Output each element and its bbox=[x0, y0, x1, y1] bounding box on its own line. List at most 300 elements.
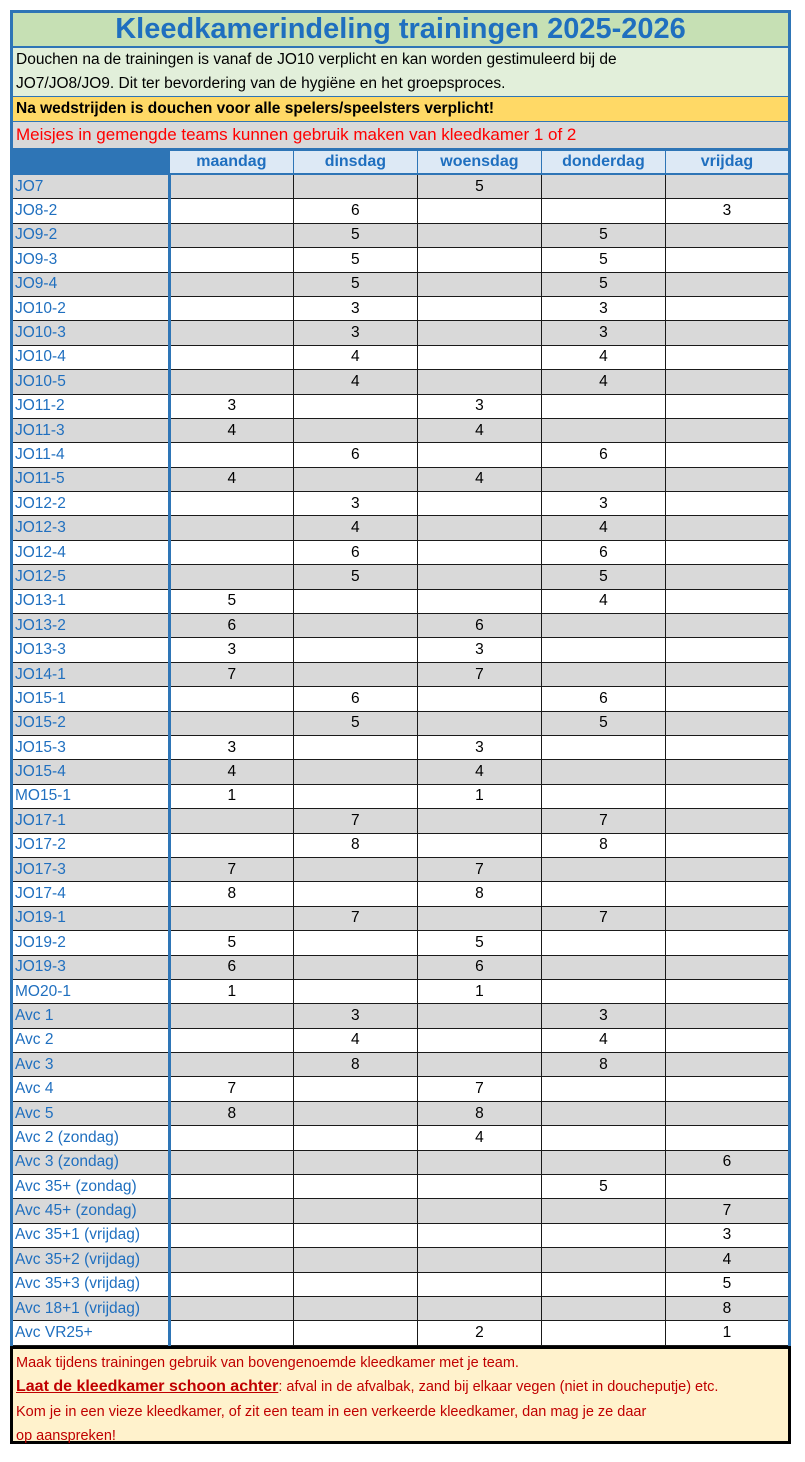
room-cell bbox=[417, 1150, 541, 1174]
room-cell: 3 bbox=[169, 638, 293, 662]
team-name-cell: JO17-1 bbox=[12, 809, 170, 833]
room-cell bbox=[665, 1004, 789, 1028]
room-cell: 6 bbox=[665, 1150, 789, 1174]
header-day-monday: maandag bbox=[169, 150, 293, 175]
room-cell bbox=[417, 1272, 541, 1296]
room-cell bbox=[169, 174, 293, 199]
room-cell bbox=[417, 272, 541, 296]
room-cell: 4 bbox=[417, 1126, 541, 1150]
room-cell bbox=[665, 784, 789, 808]
team-name-cell: JO13-1 bbox=[12, 589, 170, 613]
team-name-cell: Avc 2 bbox=[12, 1028, 170, 1052]
header-day-friday: vrijdag bbox=[665, 150, 789, 175]
room-cell: 5 bbox=[293, 223, 417, 247]
room-cell bbox=[417, 589, 541, 613]
room-cell bbox=[665, 565, 789, 589]
team-name-cell: JO15-4 bbox=[12, 760, 170, 784]
footer-clean-detail: : afval in de afvalbak, zand bij elkaar vegen (niet in doucheputje) etc. bbox=[278, 1379, 719, 1396]
room-cell: 7 bbox=[293, 809, 417, 833]
room-cell bbox=[665, 296, 789, 320]
room-cell bbox=[665, 540, 789, 564]
room-cell bbox=[293, 760, 417, 784]
room-cell bbox=[169, 1296, 293, 1320]
room-cell: 3 bbox=[665, 199, 789, 223]
room-cell bbox=[665, 223, 789, 247]
room-cell: 5 bbox=[541, 248, 665, 272]
room-cell: 6 bbox=[169, 955, 293, 979]
table-row bbox=[12, 540, 790, 564]
table-row bbox=[12, 1175, 790, 1199]
room-cell: 6 bbox=[541, 443, 665, 467]
room-cell bbox=[293, 931, 417, 955]
room-cell: 7 bbox=[169, 1077, 293, 1101]
room-cell bbox=[665, 882, 789, 906]
table-row bbox=[12, 1126, 790, 1150]
table-row bbox=[12, 760, 790, 784]
room-cell bbox=[169, 1028, 293, 1052]
team-name-cell: Avc 3 (zondag) bbox=[12, 1150, 170, 1174]
room-cell bbox=[665, 174, 789, 199]
room-cell bbox=[417, 1248, 541, 1272]
room-cell: 8 bbox=[417, 1101, 541, 1125]
room-cell: 5 bbox=[293, 711, 417, 735]
shower-info-line-1: Douchen na de trainingen is vanaf de JO10 verplicht en kan worden gestimuleerd bij de bbox=[16, 51, 617, 68]
team-name-cell: Avc 35+3 (vrijdag) bbox=[12, 1272, 170, 1296]
room-cell bbox=[417, 516, 541, 540]
table-row bbox=[12, 784, 790, 808]
room-cell bbox=[293, 784, 417, 808]
team-name-cell: JO17-4 bbox=[12, 882, 170, 906]
room-cell bbox=[665, 1101, 789, 1125]
team-name-cell: Avc 3 bbox=[12, 1053, 170, 1077]
room-cell bbox=[541, 1101, 665, 1125]
team-name-cell: JO19-1 bbox=[12, 906, 170, 930]
table-row bbox=[12, 1053, 790, 1077]
room-cell: 4 bbox=[541, 1028, 665, 1052]
room-cell: 3 bbox=[417, 735, 541, 759]
room-cell: 4 bbox=[169, 760, 293, 784]
room-cell bbox=[665, 1077, 789, 1101]
girls-note: Meisjes in gemengde teams kunnen gebruik maken van kleedkamer 1 of 2 bbox=[10, 121, 791, 148]
room-cell bbox=[169, 1004, 293, 1028]
room-cell: 5 bbox=[665, 1272, 789, 1296]
room-cell bbox=[541, 955, 665, 979]
room-cell: 6 bbox=[293, 443, 417, 467]
footer-line-3: Kom je in een vieze kleedkamer, of zit een team in een verkeerde kleedkamer, dan mag je ze daar bbox=[16, 1403, 647, 1420]
room-cell bbox=[541, 418, 665, 442]
room-cell bbox=[169, 1175, 293, 1199]
team-name-cell: JO12-5 bbox=[12, 565, 170, 589]
room-cell bbox=[541, 1272, 665, 1296]
room-cell bbox=[293, 1223, 417, 1247]
room-cell bbox=[417, 1028, 541, 1052]
room-cell bbox=[665, 979, 789, 1003]
room-cell: 5 bbox=[169, 931, 293, 955]
room-cell bbox=[665, 589, 789, 613]
room-cell bbox=[293, 1321, 417, 1345]
room-cell: 4 bbox=[169, 467, 293, 491]
room-cell bbox=[417, 833, 541, 857]
room-cell bbox=[417, 321, 541, 345]
table-row bbox=[12, 467, 790, 491]
room-cell bbox=[169, 565, 293, 589]
room-cell bbox=[665, 662, 789, 686]
team-name-cell: JO7 bbox=[12, 174, 170, 199]
room-cell bbox=[169, 833, 293, 857]
room-cell: 4 bbox=[417, 760, 541, 784]
footer-notes bbox=[10, 1346, 791, 1444]
room-cell bbox=[665, 443, 789, 467]
room-cell: 1 bbox=[169, 784, 293, 808]
room-cell bbox=[665, 418, 789, 442]
dressing-room-table bbox=[10, 148, 791, 1346]
room-cell bbox=[169, 516, 293, 540]
room-cell: 4 bbox=[293, 516, 417, 540]
room-cell bbox=[293, 589, 417, 613]
team-name-cell: JO9-2 bbox=[12, 223, 170, 247]
team-name-cell: JO12-3 bbox=[12, 516, 170, 540]
room-cell: 4 bbox=[665, 1248, 789, 1272]
room-cell bbox=[417, 809, 541, 833]
room-cell bbox=[293, 1248, 417, 1272]
room-cell: 7 bbox=[417, 662, 541, 686]
team-name-cell: JO10-3 bbox=[12, 321, 170, 345]
shower-info bbox=[10, 46, 791, 96]
room-cell bbox=[293, 1150, 417, 1174]
room-cell bbox=[417, 370, 541, 394]
room-cell bbox=[417, 199, 541, 223]
room-cell: 7 bbox=[417, 857, 541, 881]
team-name-cell: Avc 35+1 (vrijdag) bbox=[12, 1223, 170, 1247]
room-cell bbox=[417, 1053, 541, 1077]
footer-line-4: op aanspreken! bbox=[16, 1428, 116, 1445]
table-row bbox=[12, 857, 790, 881]
room-cell bbox=[169, 1272, 293, 1296]
room-cell: 7 bbox=[293, 906, 417, 930]
room-cell: 8 bbox=[541, 1053, 665, 1077]
room-cell bbox=[665, 931, 789, 955]
team-name-cell: JO14-1 bbox=[12, 662, 170, 686]
room-cell bbox=[541, 662, 665, 686]
room-cell bbox=[541, 1077, 665, 1101]
room-cell bbox=[293, 1272, 417, 1296]
room-cell: 5 bbox=[541, 565, 665, 589]
room-cell bbox=[665, 614, 789, 638]
room-cell bbox=[541, 394, 665, 418]
room-cell bbox=[541, 979, 665, 1003]
room-cell: 7 bbox=[169, 662, 293, 686]
room-cell bbox=[417, 1199, 541, 1223]
table-row bbox=[12, 1004, 790, 1028]
table-row bbox=[12, 1150, 790, 1174]
room-cell bbox=[665, 1175, 789, 1199]
room-cell bbox=[541, 174, 665, 199]
room-cell bbox=[293, 614, 417, 638]
room-cell bbox=[169, 223, 293, 247]
room-cell bbox=[665, 492, 789, 516]
table-row bbox=[12, 955, 790, 979]
header-corner bbox=[12, 150, 170, 175]
team-name-cell: JO8-2 bbox=[12, 199, 170, 223]
room-cell bbox=[541, 1126, 665, 1150]
table-row bbox=[12, 833, 790, 857]
room-cell bbox=[293, 467, 417, 491]
page-title: Kleedkamerindeling trainingen 2025-2026 bbox=[10, 10, 791, 46]
room-cell bbox=[541, 931, 665, 955]
room-cell: 8 bbox=[665, 1296, 789, 1320]
room-cell: 5 bbox=[293, 248, 417, 272]
room-cell bbox=[665, 394, 789, 418]
room-cell: 5 bbox=[541, 1175, 665, 1199]
room-cell: 7 bbox=[169, 857, 293, 881]
room-cell bbox=[665, 735, 789, 759]
team-name-cell: JO11-2 bbox=[12, 394, 170, 418]
room-cell: 3 bbox=[541, 492, 665, 516]
room-cell bbox=[293, 1126, 417, 1150]
room-cell bbox=[169, 540, 293, 564]
team-name-cell: JO15-2 bbox=[12, 711, 170, 735]
table-row bbox=[12, 1321, 790, 1345]
room-cell bbox=[541, 882, 665, 906]
room-cell bbox=[665, 467, 789, 491]
room-cell: 7 bbox=[541, 906, 665, 930]
team-name-cell: Avc 18+1 (vrijdag) bbox=[12, 1296, 170, 1320]
team-name-cell: Avc 45+ (zondag) bbox=[12, 1199, 170, 1223]
room-cell bbox=[417, 687, 541, 711]
room-cell bbox=[293, 1101, 417, 1125]
table-row bbox=[12, 1028, 790, 1052]
room-cell bbox=[665, 760, 789, 784]
room-cell: 3 bbox=[665, 1223, 789, 1247]
room-cell bbox=[665, 1053, 789, 1077]
room-cell: 3 bbox=[169, 735, 293, 759]
room-cell bbox=[169, 443, 293, 467]
table-row bbox=[12, 906, 790, 930]
room-cell: 6 bbox=[169, 614, 293, 638]
room-cell bbox=[169, 711, 293, 735]
room-cell: 5 bbox=[541, 223, 665, 247]
room-cell bbox=[541, 1321, 665, 1345]
room-cell bbox=[665, 687, 789, 711]
table-row bbox=[12, 516, 790, 540]
room-cell bbox=[541, 760, 665, 784]
room-cell bbox=[169, 345, 293, 369]
room-cell: 3 bbox=[169, 394, 293, 418]
room-cell: 3 bbox=[541, 321, 665, 345]
room-cell: 5 bbox=[417, 931, 541, 955]
room-cell bbox=[293, 662, 417, 686]
room-cell: 4 bbox=[417, 467, 541, 491]
table-row bbox=[12, 321, 790, 345]
room-cell: 3 bbox=[417, 394, 541, 418]
room-cell: 4 bbox=[541, 589, 665, 613]
header-day-thursday: donderdag bbox=[541, 150, 665, 175]
team-name-cell: Avc 2 (zondag) bbox=[12, 1126, 170, 1150]
team-name-cell: JO15-1 bbox=[12, 687, 170, 711]
room-cell: 1 bbox=[665, 1321, 789, 1345]
room-cell bbox=[417, 492, 541, 516]
room-cell bbox=[169, 199, 293, 223]
room-cell bbox=[541, 467, 665, 491]
room-cell bbox=[417, 1175, 541, 1199]
room-cell: 5 bbox=[293, 565, 417, 589]
team-name-cell: Avc 5 bbox=[12, 1101, 170, 1125]
team-name-cell: JO11-3 bbox=[12, 418, 170, 442]
room-cell bbox=[541, 1248, 665, 1272]
room-cell bbox=[417, 711, 541, 735]
room-cell bbox=[665, 711, 789, 735]
team-name-cell: JO9-3 bbox=[12, 248, 170, 272]
room-cell: 3 bbox=[293, 492, 417, 516]
team-name-cell: JO19-2 bbox=[12, 931, 170, 955]
room-cell bbox=[417, 1296, 541, 1320]
team-name-cell: JO17-2 bbox=[12, 833, 170, 857]
room-cell bbox=[293, 882, 417, 906]
room-cell: 8 bbox=[169, 882, 293, 906]
table-row bbox=[12, 345, 790, 369]
room-cell bbox=[169, 1150, 293, 1174]
room-cell bbox=[169, 1126, 293, 1150]
room-cell: 1 bbox=[417, 979, 541, 1003]
room-cell bbox=[665, 370, 789, 394]
room-cell bbox=[169, 492, 293, 516]
team-name-cell: JO10-2 bbox=[12, 296, 170, 320]
room-cell: 8 bbox=[293, 833, 417, 857]
room-cell bbox=[293, 955, 417, 979]
team-name-cell: JO13-2 bbox=[12, 614, 170, 638]
team-name-cell: JO11-5 bbox=[12, 467, 170, 491]
team-name-cell: MO20-1 bbox=[12, 979, 170, 1003]
room-cell bbox=[293, 1199, 417, 1223]
table-row bbox=[12, 296, 790, 320]
room-cell bbox=[665, 1028, 789, 1052]
table-row bbox=[12, 1248, 790, 1272]
team-name-cell: JO13-3 bbox=[12, 638, 170, 662]
team-name-cell: JO12-2 bbox=[12, 492, 170, 516]
table-row bbox=[12, 931, 790, 955]
room-cell bbox=[293, 979, 417, 1003]
room-cell bbox=[665, 1126, 789, 1150]
footer-clean-emphasis: Laat de kleedkamer schoon achter bbox=[16, 1378, 279, 1396]
room-cell bbox=[665, 345, 789, 369]
room-cell bbox=[293, 394, 417, 418]
team-name-cell: JO19-3 bbox=[12, 955, 170, 979]
room-cell bbox=[169, 296, 293, 320]
table-row bbox=[12, 589, 790, 613]
team-name-cell: JO11-4 bbox=[12, 443, 170, 467]
header-day-tuesday: dinsdag bbox=[293, 150, 417, 175]
room-cell bbox=[665, 955, 789, 979]
room-cell: 3 bbox=[293, 1004, 417, 1028]
table-row bbox=[12, 687, 790, 711]
room-cell bbox=[665, 833, 789, 857]
room-cell bbox=[541, 1223, 665, 1247]
room-cell bbox=[417, 906, 541, 930]
room-cell bbox=[665, 516, 789, 540]
room-cell: 5 bbox=[541, 272, 665, 296]
team-name-cell: Avc 1 bbox=[12, 1004, 170, 1028]
table-row bbox=[12, 394, 790, 418]
room-cell: 6 bbox=[293, 199, 417, 223]
room-cell bbox=[417, 345, 541, 369]
team-name-cell: JO10-5 bbox=[12, 370, 170, 394]
room-cell: 4 bbox=[293, 345, 417, 369]
room-cell bbox=[169, 248, 293, 272]
schedule-sheet bbox=[10, 10, 791, 1444]
table-row bbox=[12, 711, 790, 735]
team-name-cell: JO9-4 bbox=[12, 272, 170, 296]
table-body bbox=[12, 174, 790, 1345]
room-cell bbox=[169, 809, 293, 833]
room-cell: 4 bbox=[169, 418, 293, 442]
room-cell: 4 bbox=[541, 370, 665, 394]
table-row bbox=[12, 1223, 790, 1247]
room-cell bbox=[665, 809, 789, 833]
room-cell bbox=[541, 784, 665, 808]
room-cell: 6 bbox=[541, 687, 665, 711]
team-name-cell: JO10-4 bbox=[12, 345, 170, 369]
room-cell bbox=[169, 1223, 293, 1247]
table-row bbox=[12, 662, 790, 686]
room-cell: 4 bbox=[417, 418, 541, 442]
team-name-cell: Avc 35+ (zondag) bbox=[12, 1175, 170, 1199]
room-cell: 1 bbox=[169, 979, 293, 1003]
room-cell bbox=[169, 906, 293, 930]
room-cell bbox=[417, 223, 541, 247]
table-row bbox=[12, 174, 790, 199]
room-cell: 4 bbox=[293, 370, 417, 394]
room-cell: 1 bbox=[417, 784, 541, 808]
table-row bbox=[12, 565, 790, 589]
table-row bbox=[12, 1199, 790, 1223]
table-row bbox=[12, 370, 790, 394]
room-cell bbox=[541, 1199, 665, 1223]
table-row bbox=[12, 1272, 790, 1296]
room-cell: 7 bbox=[417, 1077, 541, 1101]
team-name-cell: Avc 4 bbox=[12, 1077, 170, 1101]
room-cell: 3 bbox=[541, 1004, 665, 1028]
table-row bbox=[12, 1296, 790, 1320]
room-cell: 6 bbox=[293, 687, 417, 711]
room-cell bbox=[417, 540, 541, 564]
room-cell bbox=[293, 1175, 417, 1199]
room-cell bbox=[541, 199, 665, 223]
room-cell bbox=[293, 857, 417, 881]
table-row bbox=[12, 979, 790, 1003]
table-row bbox=[12, 418, 790, 442]
room-cell: 4 bbox=[541, 516, 665, 540]
room-cell bbox=[417, 565, 541, 589]
room-cell bbox=[417, 1004, 541, 1028]
room-cell bbox=[417, 443, 541, 467]
room-cell bbox=[293, 1077, 417, 1101]
room-cell: 7 bbox=[665, 1199, 789, 1223]
room-cell: 8 bbox=[417, 882, 541, 906]
room-cell: 3 bbox=[293, 321, 417, 345]
room-cell: 4 bbox=[541, 345, 665, 369]
table-row bbox=[12, 1077, 790, 1101]
room-cell: 4 bbox=[293, 1028, 417, 1052]
table-row bbox=[12, 443, 790, 467]
room-cell bbox=[169, 272, 293, 296]
table-row bbox=[12, 882, 790, 906]
room-cell bbox=[293, 1296, 417, 1320]
team-name-cell: Avc 35+2 (vrijdag) bbox=[12, 1248, 170, 1272]
room-cell bbox=[665, 857, 789, 881]
room-cell bbox=[541, 1150, 665, 1174]
room-cell bbox=[541, 857, 665, 881]
room-cell: 3 bbox=[417, 638, 541, 662]
